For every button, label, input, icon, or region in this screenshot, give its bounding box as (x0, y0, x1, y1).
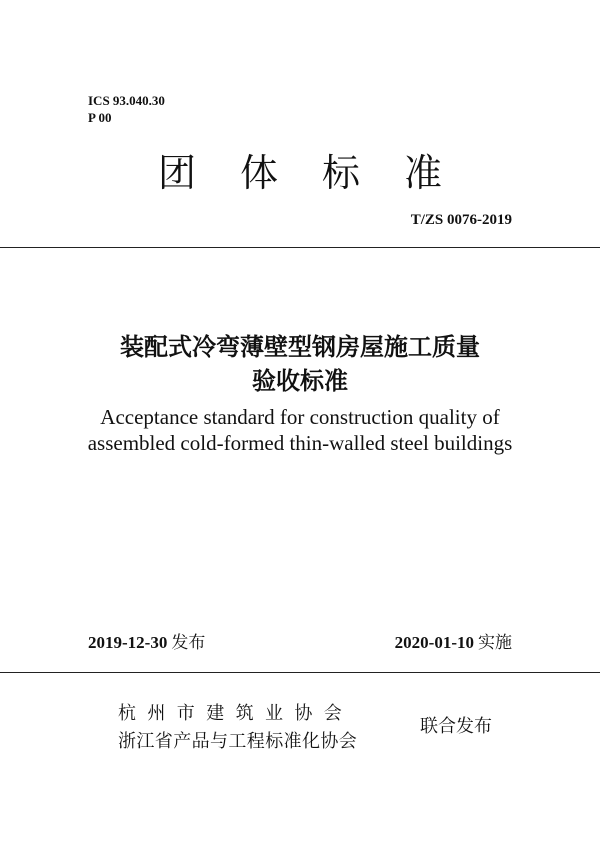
top-divider (0, 247, 600, 248)
issue-label: 发布 (171, 633, 206, 653)
document-type: 团体标准 (157, 151, 486, 195)
standard-number: T/ZS 0076-2019 (410, 212, 512, 228)
title-en-line-1: Acceptance standard for construction quality of (100, 405, 500, 429)
title-cn-line-2: 验收标准 (252, 366, 348, 395)
title-english (0, 404, 600, 456)
joint-publish-label: 联合发布 (420, 716, 492, 737)
ccs-code: P 00 (88, 110, 112, 125)
classification-codes (88, 92, 165, 126)
title-chinese (0, 330, 600, 398)
bottom-divider (0, 672, 600, 673)
implement-date: 2020-01-10 (394, 633, 474, 652)
implement-label: 实施 (478, 633, 512, 653)
title-cn-line-1: 装配式冷弯薄壁型钢房屋施工质量 (120, 332, 480, 361)
implement-date-block (395, 628, 512, 653)
title-en-line-2: assembled cold-formed thin-walled steel buildings (87, 431, 513, 455)
issue-date: 2019-12-30 (88, 633, 168, 652)
issue-date-block (88, 628, 205, 653)
publisher-2: 浙江省产品与工程标准化协会 (118, 731, 358, 752)
publisher-1: 杭州市建筑业协会 (118, 703, 354, 724)
ics-code: ICS 93.040.30 (88, 93, 165, 108)
